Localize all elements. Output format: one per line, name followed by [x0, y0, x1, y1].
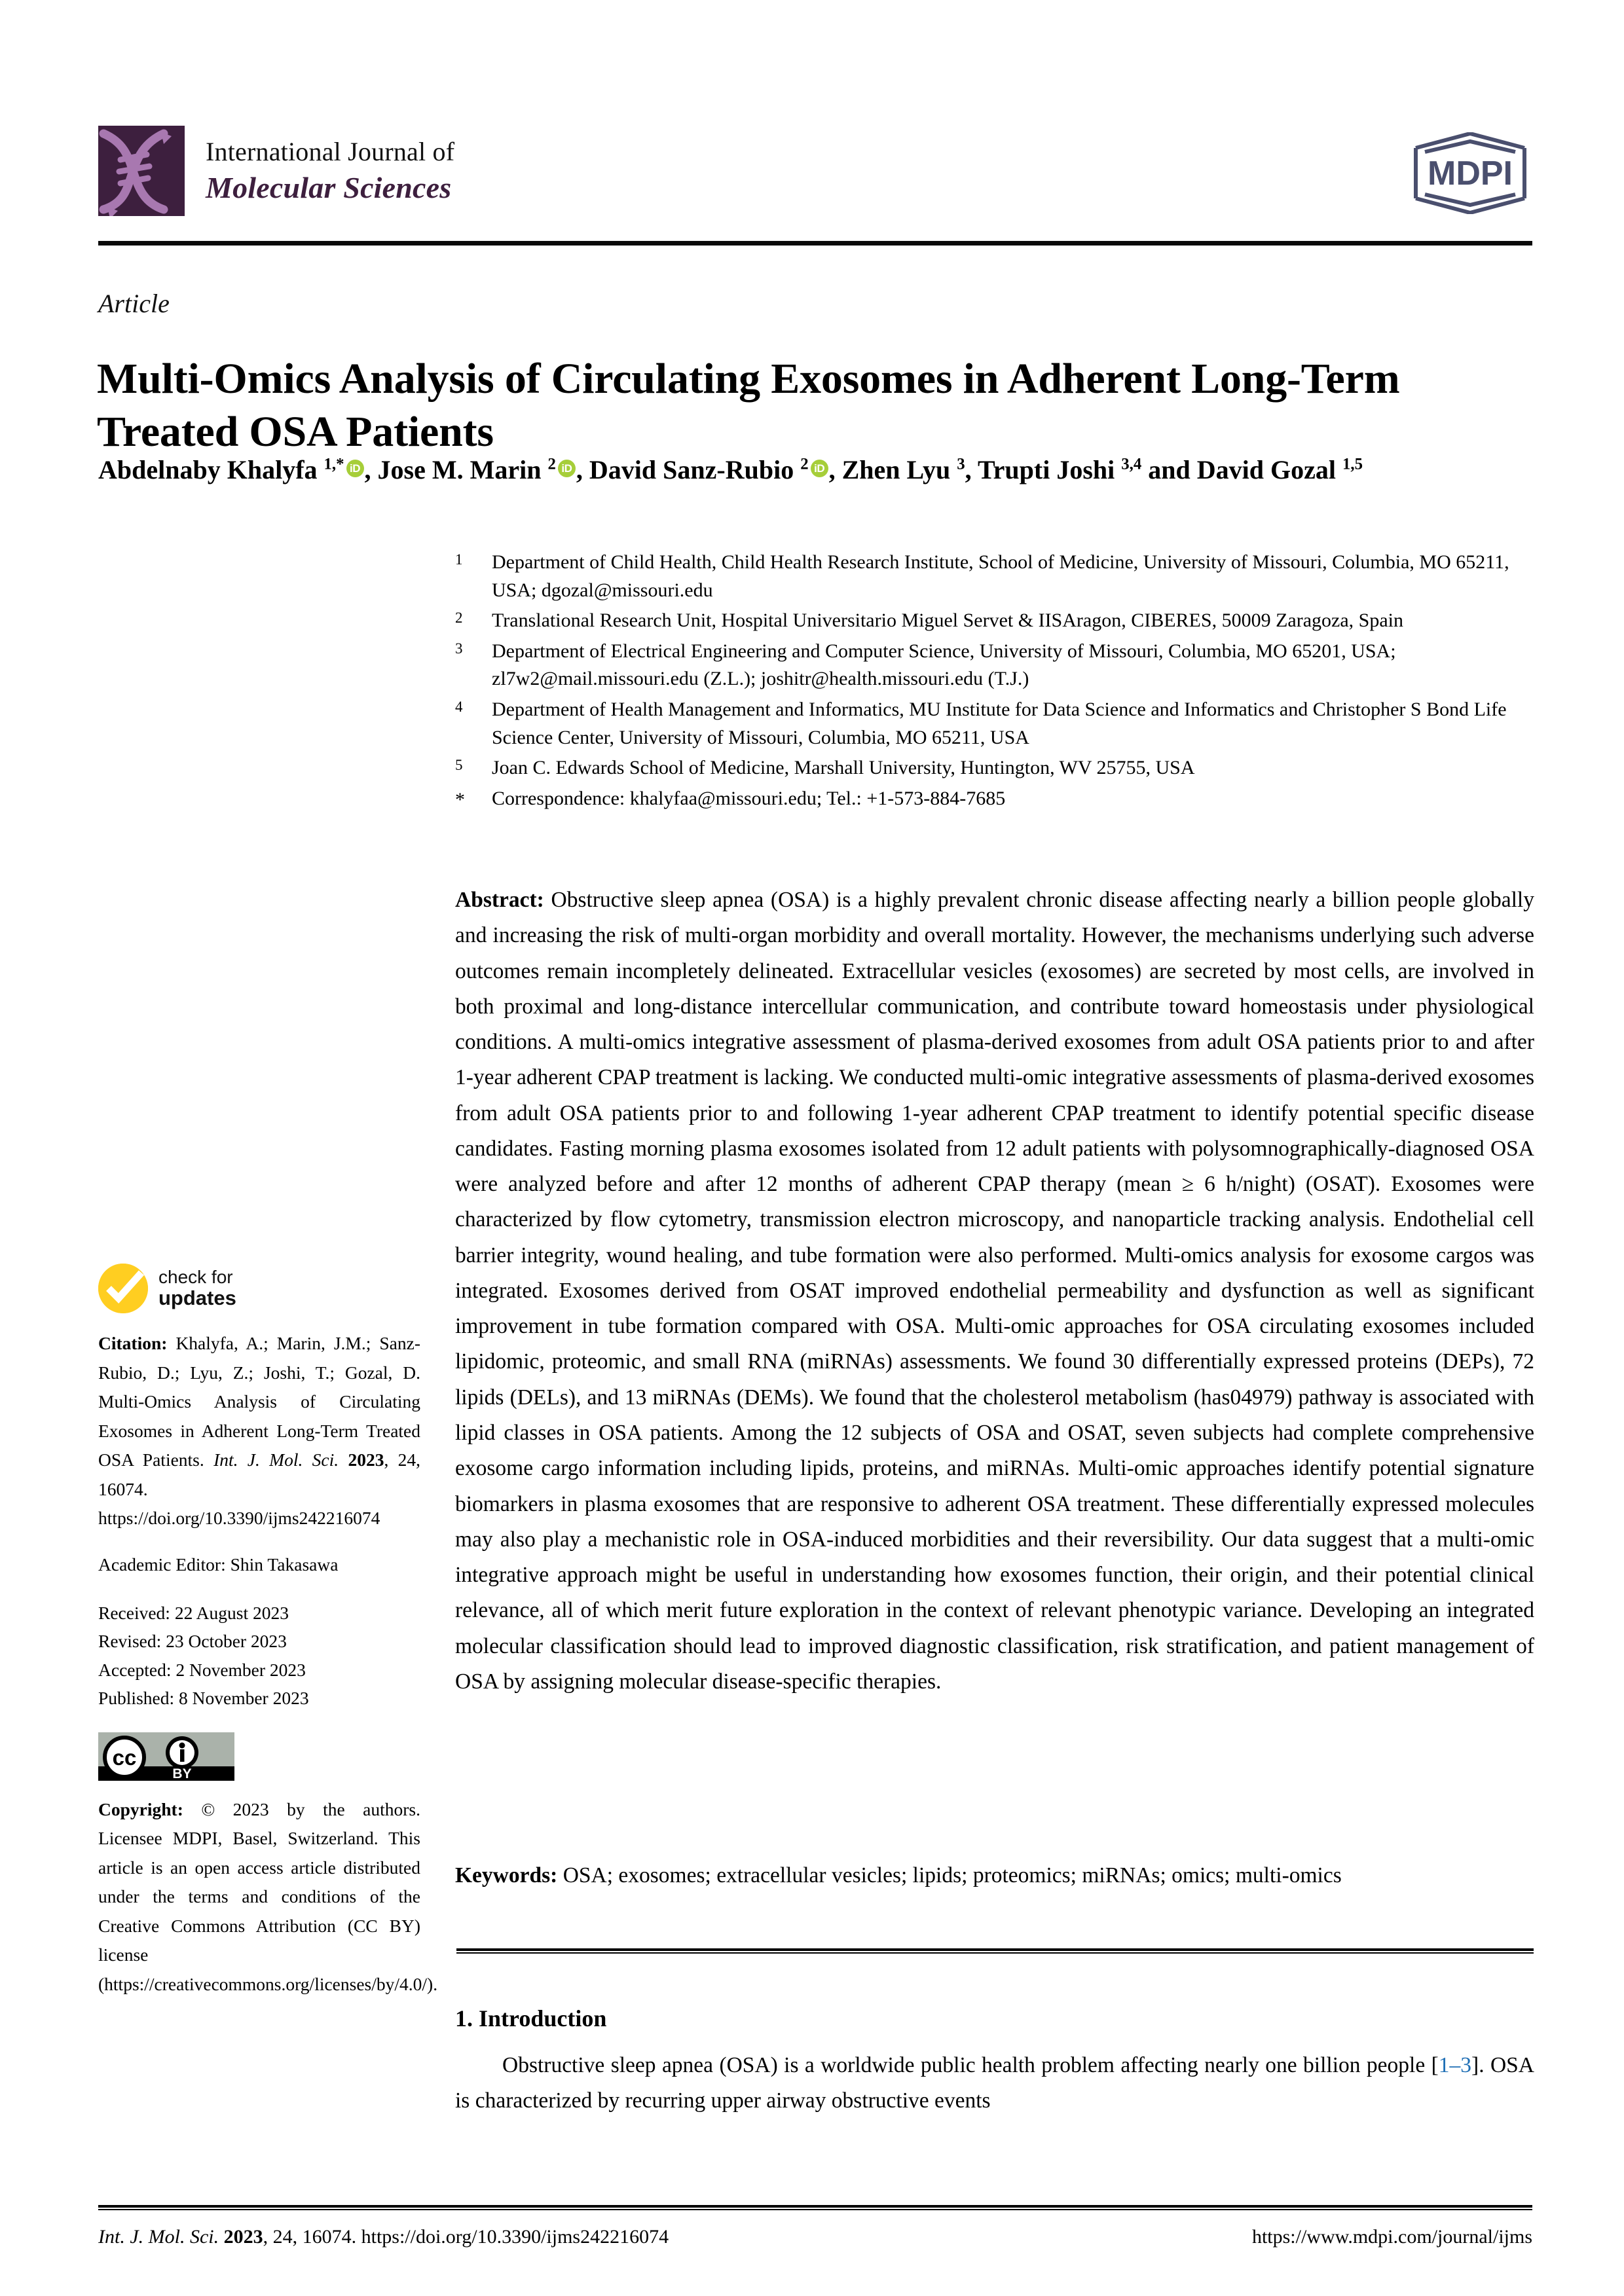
journal-name-line1: International Journal of	[206, 136, 455, 166]
citation-doi[interactable]: https://doi.org/10.3390/ijms242216074	[98, 1508, 380, 1529]
footer-journal: Int. J. Mol. Sci.	[98, 2226, 219, 2248]
affiliation-marker: 5	[455, 757, 463, 774]
affiliation-marker: *	[455, 788, 465, 811]
affiliation-text: Department of Health Management and Informatics, MU Institute for Data Science and Informatics and Christopher S Bond Life Science Center, University of Missouri, Columbia, MO 65211, USA	[492, 698, 1507, 748]
abstract-block	[455, 883, 1534, 1700]
article-type-label: Article	[98, 289, 170, 318]
affiliation-row	[455, 754, 1532, 782]
cc-glyph: cc	[112, 1745, 137, 1770]
citation-journal: Int. J. Mol. Sci.	[213, 1449, 339, 1470]
left-sidebar	[98, 1264, 438, 2016]
footer-divider	[98, 2205, 1532, 2210]
page-footer	[98, 2226, 1532, 2248]
affiliation-marker: 2	[455, 610, 463, 627]
page-header	[98, 126, 1532, 221]
affiliation-list	[455, 549, 1532, 816]
header-divider	[98, 241, 1532, 246]
check-circle-icon	[98, 1264, 148, 1313]
cfu-line1: check for	[158, 1266, 233, 1287]
footer-right-url[interactable]: https://www.mdpi.com/journal/ijms	[1251, 2226, 1532, 2248]
check-for-updates-text	[158, 1267, 236, 1310]
keywords-text: OSA; exosomes; extracellular vesicles; lipids; proteomics; miRNAs; omics; multi-omics	[557, 1863, 1342, 1887]
check-for-updates-badge[interactable]	[98, 1264, 426, 1313]
footer-citation-rest: , 24, 16074. https://doi.org/10.3390/ijms242216074	[263, 2226, 669, 2248]
academic-editor: Academic Editor: Shin Takasawa	[98, 1554, 339, 1575]
orcid-icon[interactable]: iD	[811, 460, 828, 477]
cfu-line2: updates	[158, 1286, 236, 1310]
copyright-label: Copyright:	[98, 1798, 183, 1819]
keywords-label: Keywords:	[455, 1863, 558, 1887]
publication-date-line: Received: 22 August 2023	[98, 1602, 289, 1623]
orcid-icon[interactable]: iD	[558, 460, 576, 477]
cc-by-label: BY	[172, 1766, 192, 1781]
dna-helix-icon	[98, 126, 185, 216]
copyright-block	[98, 1795, 438, 1999]
citation-year: 2023	[348, 1449, 384, 1470]
introduction-heading: 1. Introduction	[455, 2005, 607, 2032]
journal-logo	[98, 126, 454, 216]
publication-dates	[98, 1599, 426, 1713]
orcid-icon[interactable]: iD	[346, 460, 364, 477]
publication-date-line: Accepted: 2 November 2023	[98, 1659, 306, 1680]
abstract-label: Abstract:	[455, 888, 544, 912]
keywords-block	[455, 1858, 1534, 1893]
affiliation-text: Joan C. Edwards School of Medicine, Marshall University, Huntington, WV 25755, USA	[492, 757, 1195, 779]
introduction-paragraph	[455, 2048, 1534, 2119]
affiliation-text: Correspondence: khalyfaa@missouri.edu; Tel.: +1-573-884-7685	[492, 787, 1006, 809]
affiliation-text: Translational Research Unit, Hospital Universitario Miguel Servet & IISAragon, CIBERES, 50009 Zaragoza, Spain	[492, 610, 1403, 632]
affiliation-row	[455, 696, 1532, 752]
cc-by-license-badge[interactable]	[98, 1732, 234, 1781]
affiliation-text: Department of Child Health, Child Health Research Institute, School of Medicine, University of Missouri, Columbia, MO 65211, USA; dgozal@missouri.edu	[492, 551, 1509, 601]
affiliation-text: Department of Electrical Engineering and Computer Science, University of Missouri, Columbia, MO 65201, USA; zl7w2@mail.missouri.edu (Z.L.); joshitr@health.missouri.edu (T.J.)	[492, 640, 1396, 690]
affiliation-row	[455, 785, 1532, 814]
affiliation-row	[455, 607, 1532, 635]
footer-year: 2023	[223, 2226, 263, 2248]
affiliation-row	[455, 638, 1532, 693]
copyright-text: © 2023 by the authors. Licensee MDPI, Basel, Switzerland. This article is an open access article distributed under the terms and conditions of the Creative Commons Attribution (CC BY) license (https://creativecommons.org/licenses/by/4.0/).	[98, 1798, 438, 1994]
journal-name-line2: Molecular Sciences	[206, 170, 452, 204]
footer-left	[98, 2226, 669, 2248]
publication-date-line: Published: 8 November 2023	[98, 1688, 309, 1709]
intro-text-after-ref: ]. OSA is characterized by recurring upper airway obstructive events	[455, 2053, 1534, 2113]
section-divider	[456, 1948, 1534, 1954]
abstract-text: Obstructive sleep apnea (OSA) is a highly prevalent chronic disease affecting nearly a billion people globally and increasing the risk of multi-organ morbidity and overall mortality. However, the mechanisms underlying such adverse outcomes remain incompletely delineated. Extracellular vesicles (exosomes) are secreted by most cells, are involved in both proximal and long-distance intercellular communication, and contribute toward homeostasis under physiological conditions. A multi-omics integrative assessment of plasma-derived exosomes from adult OSA patients prior to and after 1-year adherent CPAP treatment is lacking. We conducted multi-omic integrative assessments of plasma-derived exosomes from adult OSA patients prior to and following 1-year adherent CPAP treatment to identify potential specific disease candidates. Fasting morning plasma exosomes isolated from 12 adult patients with polysomnographically-diagnosed OSA were analyzed before and after 12 months of adherent CPAP therapy (mean ≥ 6 h/night) (OSAT). Exosomes were characterized by flow cytometry, transmission electron microscopy, and nanoparticle tracking analysis. Endothelial cell barrier integrity, wound healing, and tube formation were also performed. Multi-omics analysis for exosome cargos was integrated. Exosomes derived from OSAT improved endothelial permeability and dysfunction as well as significant improvement in tube formation compared with OSA. Multi-omic approaches for OSA circulating exosomes included lipidomic, proteomic, and small RNA (miRNAs) assessments. We found 30 differentially expressed proteins (DEPs), 72 lipids (DELs), and 13 miRNAs (DEMs). We found that the cholesterol metabolism (has04979) pathway is associated with lipid classes in OSA patients. Among the 12 subjects of OSA and OSAT, seven subjects had complete comprehensive exosome cargo information including lipids, proteins, and miRNAs. Multi-omic approaches identify potential signature biomarkers in plasma exosomes that are responsive to adherent OSA treatment. These differentially expressed molecules may also play a mechanistic role in OSA-induced morbidities and their reversibility. Our data suggest that a multi-omic integrative approach might be useful in understanding how exosomes function, their origin, and their potential clinical relevance, all of which merit future exploration in the context of relevant phenotypic variance. Developing an integrated molecular classification should lead to improved diagnostic classification, risk stratification, and patient management of OSA by assigning molecular disease-specific therapies.	[455, 888, 1534, 1694]
citation-reference-link[interactable]: 1–3	[1438, 2053, 1472, 2077]
citation-volume-pages: , 24, 16074.	[98, 1449, 421, 1499]
citation-label: Citation:	[98, 1333, 168, 1353]
affiliation-row	[455, 549, 1532, 604]
affiliation-marker: 1	[455, 551, 463, 568]
publication-date-line: Revised: 23 October 2023	[98, 1631, 287, 1652]
mdpi-wordmark: MDPI	[1428, 155, 1513, 192]
journal-title-block	[206, 137, 454, 204]
author-list: Abdelnaby Khalyfa $^{1,*}$ iD , Jose M. Marin $^2$ iD , David Sanz-Rubio $^2$ iD , Zhen Lyu $^3$, Trupti Joshi $^{3,4}$ and David Gozal $^{1,5}$	[98, 455, 1363, 484]
citation-block	[98, 1329, 420, 1533]
intro-text-before-ref: Obstructive sleep apnea (OSA) is a worldwide public health problem affecting nearly one billion people [	[502, 2053, 1439, 2077]
affiliation-marker: 4	[455, 698, 463, 715]
citation-authors-title: Khalyfa, A.; Marin, J.M.; Sanz-Rubio, D.; Lyu, Z.; Joshi, T.; Gozal, D. Multi-Omics Analysis of Circulating Exosomes in Adherent Long-Term Treated OSA Patients.	[98, 1333, 421, 1470]
page-title: Multi-Omics Analysis of Circulating Exosomes in Adherent Long-Term Treated OSA Patients	[97, 355, 1400, 456]
mdpi-logo	[1408, 132, 1532, 214]
affiliation-marker: 3	[455, 640, 463, 657]
